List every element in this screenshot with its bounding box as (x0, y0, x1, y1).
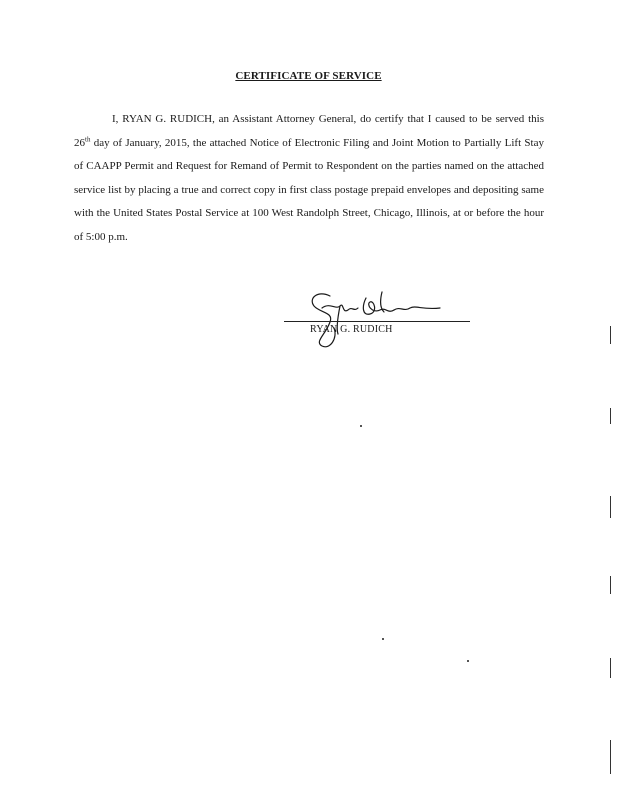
signer-name: RYAN G. RUDICH (310, 324, 393, 335)
scan-speck (467, 660, 469, 662)
document-title: CERTIFICATE OF SERVICE (235, 70, 382, 82)
signature-block (280, 288, 480, 358)
scan-edge-mark (610, 740, 611, 774)
scan-edge-mark (610, 496, 611, 518)
signature-line (284, 321, 470, 322)
paragraph-text-part1: I, RYAN G. RUDICH, an Assistant Attorney General, do certify that I caused to be served this 26 (74, 113, 544, 149)
scan-speck (382, 638, 384, 640)
scan-edge-mark (610, 326, 611, 344)
scan-edge-mark (610, 658, 611, 678)
scan-edge-mark (610, 576, 611, 594)
scan-edge-mark (610, 408, 611, 424)
ordinal-suffix: th (85, 134, 91, 143)
paragraph-text-part2: day of January, 2015, the attached Notice of Electronic Filing and Joint Motion to Partially Lift Stay of CAAPP Permit and Request for Remand of Permit to Respondent on the parties named on the attached service list by placing a true and correct copy in first class postage prepaid envelopes and depositing same with the United States Postal Service at 100 West Randolph Street, Chicago, Illinois, at or before the hour of 5:00 p.m. (74, 136, 544, 243)
scan-speck (360, 425, 362, 427)
certificate-paragraph (74, 108, 544, 249)
